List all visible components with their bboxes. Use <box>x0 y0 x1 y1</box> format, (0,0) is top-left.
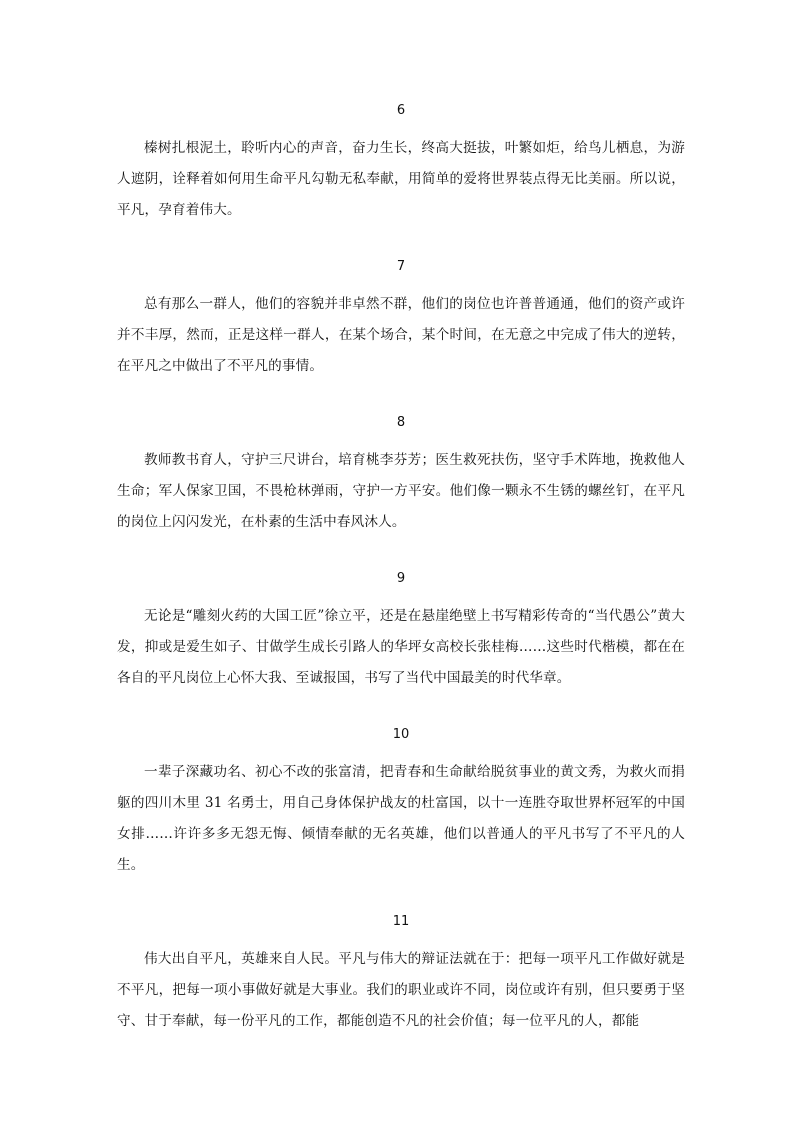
section-paragraph: 总有那么一群人，他们的容貌并非卓然不群，他们的岗位也许普普通通，他们的资产或许并不丰厚，然而，正是这样一群人，在某个场合，某个时间，在无意之中完成了伟大的逆转，在平凡之中做出了不平凡的事情。 <box>117 296 685 374</box>
section-paragraph: 伟大出自平凡，英雄来自人民。平凡与伟大的辩证法就在于：把每一项平凡工作做好就是不平凡，把每一项小事做好就是大事业。我们的职业或许不同，岗位或许有别，但只要勇于坚守、甘于奉献，每一份平凡的工作，都能创造不凡的社会价值；每一位平凡的人，都能 <box>117 951 685 1029</box>
section-number: 11 <box>392 914 410 929</box>
section-6 <box>117 103 685 226</box>
section-9 <box>117 571 685 694</box>
section-10 <box>117 727 685 881</box>
section-number: 7 <box>396 259 406 274</box>
section-8 <box>117 415 685 538</box>
section-paragraph: 榛树扎根泥土，聆听内心的声音，奋力生长，终高大挺拔，叶繁如炬，给鸟儿栖息，为游人遮阴，诠释着如何用生命平凡勾勒无私奉献，用简单的爱将世界装点得无比美丽。所以说，平凡，孕育着伟大。 <box>117 140 685 218</box>
section-11 <box>117 914 685 1037</box>
section-number: 9 <box>396 571 406 586</box>
section-paragraph: 无论是“雕刻火药的大国工匠”徐立平，还是在悬崖绝壁上书写精彩传奇的“当代愚公”黄大发，抑或是爱生如子、甘做学生成长引路人的华坪女高校长张桂梅……这些时代楷模，都在在各自的平凡岗位上心怀大我、至诚报国，书写了当代中国最美的时代华章。 <box>117 608 685 686</box>
section-number: 6 <box>396 103 406 118</box>
section-paragraph: 教师教书育人，守护三尺讲台，培育桃李芬芳；医生救死扶伤，坚守手术阵地，挽救他人生命；军人保家卫国，不畏枪林弹雨，守护一方平安。他们像一颗永不生锈的螺丝钉，在平凡的岗位上闪闪发光，在朴素的生活中春风沐人。 <box>117 452 685 530</box>
section-7 <box>117 259 685 382</box>
section-paragraph: 一辈子深藏功名、初心不改的张富清，把青春和生命献给脱贫事业的黄文秀，为救火而捐躯的四川木里 31 名勇士，用自己身体保护战友的杜富国，以十一连胜夺取世界杯冠军的中国女排……许许多多无怨无悔、倾情奉献的无名英雄，他们以普通人的平凡书写了不平凡的人生。 <box>117 764 685 873</box>
section-number: 10 <box>392 727 410 742</box>
section-number: 8 <box>396 415 406 430</box>
